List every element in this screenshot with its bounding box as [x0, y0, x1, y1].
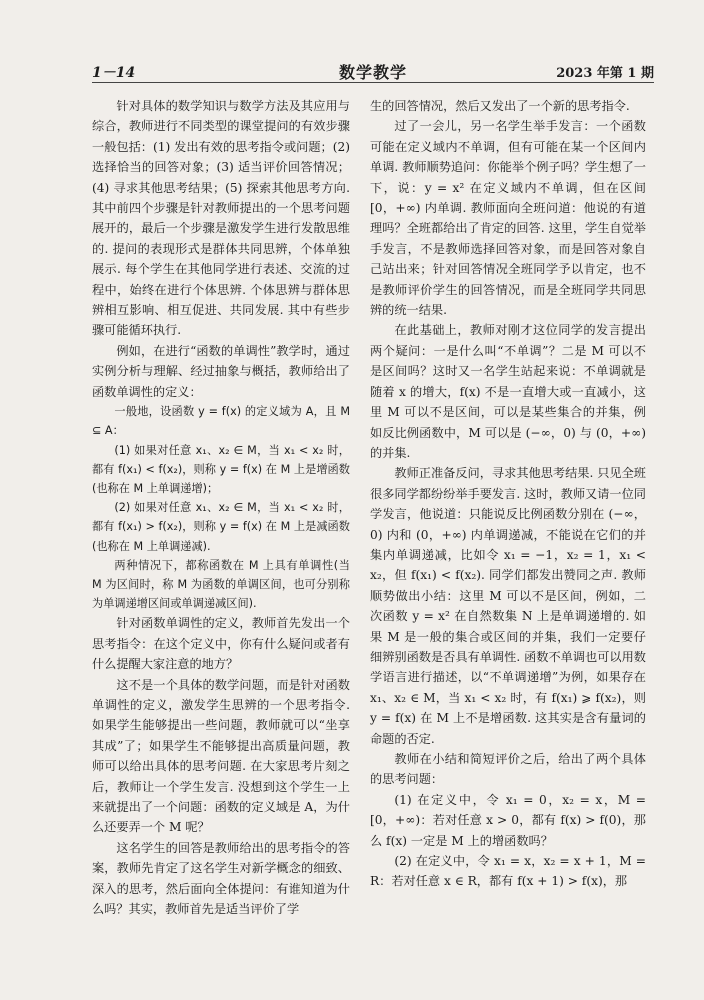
- page-header: [92, 60, 654, 83]
- right-column: [370, 96, 646, 892]
- question-1: (1) 在定义中，令 x₁ = 0，x₂ = x，M = [0，+∞)：若对任意 x > 0，都有 f(x) > f(0)，那么 f(x) 一定是 M 上的增函数吗？: [370, 792, 646, 848]
- paragraph: 过了一会儿，另一名学生举手发言：一个函数可能在定义域内不单调，但有可能在某一个区间内单调. 教师顺势追问：你能举个例子吗？学生想了一下，说：y = x² 在定义域内不单调，但在区间 [0，+∞) 内单调. 教师面向全班问道：他说的有道理吗？全班都给出了肯定的回答. 这里，学生自觉举手发言，不是教师选择回答对象，而是回答对象自己站出来；针对回答情况全班同学予以肯定，也不是教师评价学生的回答情况，而是全班同学共同思辨的统一结果.: [370, 119, 646, 318]
- left-column: [92, 96, 350, 919]
- paragraph-continuation: 生的回答情况，然后又发出了一个新的思考指令.: [370, 99, 630, 113]
- question-2: (2) 在定义中，令 x₁ = x，x₂ = x + 1，M = R：若对任意 x ∈ R，都有 f(x + 1) > f(x)，那: [370, 854, 646, 889]
- paragraph: 例如，在进行“函数的单调性”教学时，通过实例分析与理解、经过抽象与概括，教师给出了函数单调性的定义：: [92, 343, 350, 399]
- definition-increasing: (1) 如果对任意 x₁、x₂ ∈ M，当 x₁ < x₂ 时，都有 f(x₁) < f(x₂)，则称 y = f(x) 在 M 上是增函数(也称在 M 上单调递增)；: [92, 443, 350, 495]
- issue-label: 2023 年第 1 期: [556, 66, 654, 81]
- definition-decreasing: (2) 如果对任意 x₁、x₂ ∈ M，当 x₁ < x₂ 时，都有 f(x₁) > f(x₂)，则称 y = f(x) 在 M 上是减函数(也称在 M 上单调递减).: [92, 501, 350, 553]
- definition-intro: 一般地，设函数 y = f(x) 的定义域为 A，且 M ⊆ A：: [92, 405, 350, 438]
- paragraph: 教师正准备反问，寻求其他思考结果. 只见全班很多同学都纷纷举手要发言. 这时，教师又请一位同学发言，他说道：只能说反比例函数分别在 (−∞，0) 内和 (0，+∞) 内单调递减，不能说在它们的并集内单调递减，比如令 x₁ = −1，x₂ = 1，x₁ < x₂，但 f(x₁) < f(x₂). 同学们都发出赞同之声. 教师顺势做出小结：这里 M 可以不是区间，例如，二次函数 y = x² 在自然数集 N 上是单调递增的. 如果 M 是一般的集合或区间的并集，我们一定要仔细辨别函数是否具有单调性. 函数不单调也可以用数学语言进行描述，以“不单调递增”为例，如果存在 x₁、x₂ ∈ M，当 x₁ < x₂ 时，有 f(x₁) ⩾ f(x₂)，则 y = f(x) 在 M 上不是增函数. 这其实是含有量词的命题的否定.: [370, 466, 646, 746]
- definition-monotonicity: 两种情况下，都称函数在 M 上具有单调性(当 M 为区间时，称 M 为函数的单调区间，也可分别称为单调递增区间或单调递减区间).: [92, 558, 350, 611]
- paragraph: 在此基础上，教师对刚才这位同学的发言提出两个疑问：一是什么叫“不单调”？二是 M 可以不是区间吗？这时又一名学生站起来说：不单调就是随着 x 的增大，f(x) 不是一直增大或一直减小，这里 M 可以不是区间，可以是某些集合的并集，例如反比例函数中，M 可以是 (−∞，0) 与 (0，+∞) 的并集.: [370, 323, 646, 460]
- paragraph: 这名学生的回答是教师给出的思考指令的答案，教师先肯定了这名学生对新学概念的细致、深入的思考，然后面向全体提问：有谁知道为什么吗？其实，教师首先是适当评价了学: [92, 840, 350, 917]
- paragraph: 针对具体的数学知识与数学方法及其应用与综合，教师进行不同类型的课堂提问的有效步骤一般包括：(1) 发出有效的思考指令或问题；(2) 选择恰当的回答对象；(3) 适当评价回答情况；(4) 寻求其他思考结果；(5) 探索其他思考方向. 其中前四个步骤是针对教师提出的一个思考问题展开的，最后一个步骤是激发学生进行发散思维的. 提问的表现形式是群体共同思辨，个体单独展示. 每个学生在其他同学进行表述、交流的过程中，始终在进行个体思辨. 个体思辨与群体思辨相互影响、相互促进、共同发展. 其中有些步骤可能循环执行.: [92, 99, 350, 338]
- paragraph: 教师在小结和简短评价之后，给出了两个具体的思考问题：: [370, 752, 646, 787]
- journal-title: 数学教学: [338, 63, 407, 82]
- paragraph: 针对函数单调性的定义，教师首先发出一个思考指令：在这个定义中，你有什么疑问或者有什么提醒大家注意的地方？: [92, 616, 350, 672]
- page-number: 1－14: [92, 65, 136, 81]
- paragraph: 这不是一个具体的数学问题，而是针对函数单调性的定义，激发学生思辨的一个思考指令. 如果学生能够提出一些问题，教师就可以“坐享其成”了；如果学生不能够提出高质量问题，教师可以给出具体的思考问题. 在大家思考片刻之后，教师让一个学生发言. 没想到这个学生一上来就提出了一个问题：函数的定义域是 A，为什么还要弄一个 M 呢？: [92, 677, 350, 835]
